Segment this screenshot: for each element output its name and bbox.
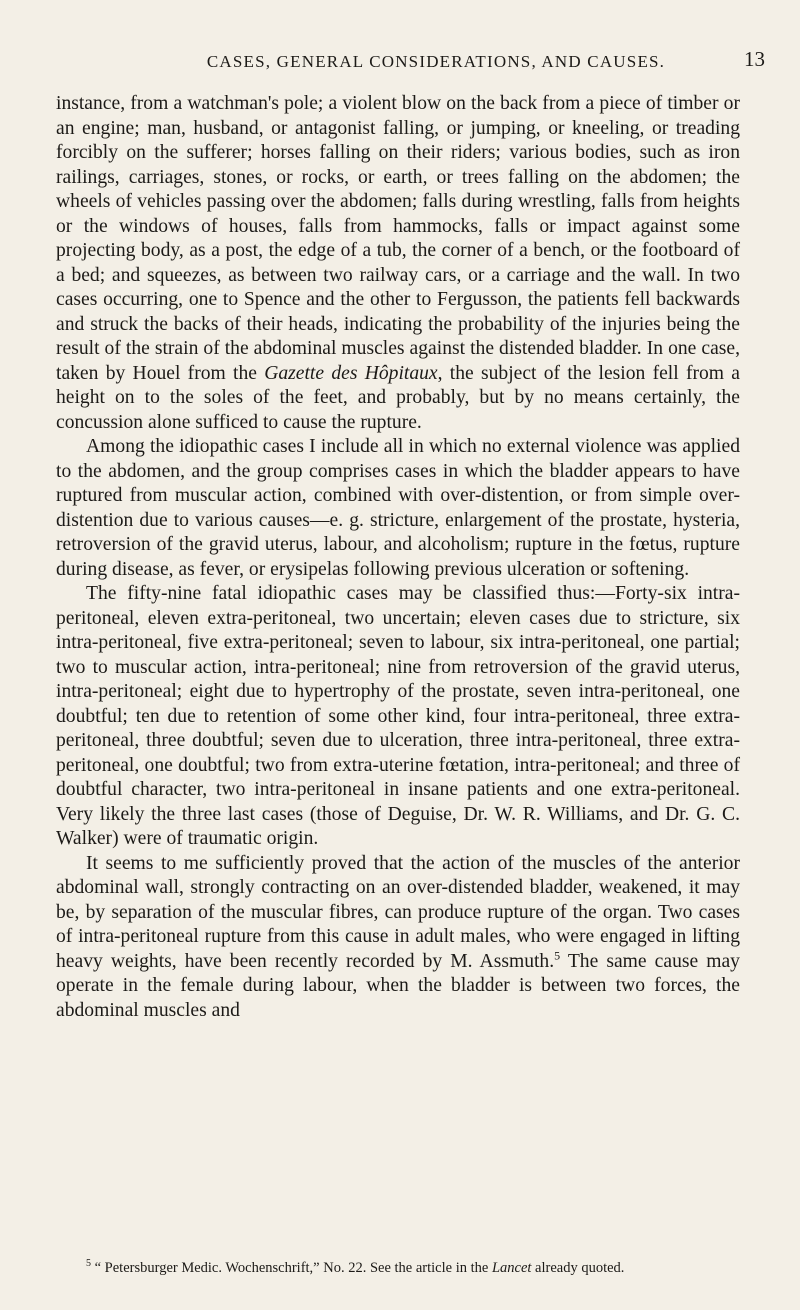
paragraph-3: The fifty-nine fatal idiopathic cases may be classified thus:—Forty-six intra-peritoneal, eleven extra-peritoneal, two uncertain; eleven cases due to stricture, six intra-peritoneal, five extra-peritoneal; seven to labour, six intra-peritoneal, one partial; two to muscular action, intra-peritoneal; nine from retroversion of the gravid uterus, intra-peritoneal; eight due to hypertrophy of the prostate, seven intra-peritoneal, one doubtful; ten due to retention of some other kind, four intra-peritoneal, three extra-peritoneal, three doubtful; seven due to ulceration, three intra-peritoneal, three extra-peritoneal, one doubtful; two from extra-uterine fœtation, intra-peritoneal; and three of doubtful character, two intra-peritoneal in insane patients and one extra-peritoneal. Very likely the three last cases (those of Deguise, Dr. W. R. Williams, and Dr. G. C. Walker) were of traumatic origin. xyxy=(56,583,740,849)
paragraph-4-text-b: The same cause may operate in the female during labour, when the bladder is between two forces, the abdominal muscles and xyxy=(56,950,740,1021)
footnote-marker: 5 xyxy=(86,1258,91,1269)
footnote-reference: 5 xyxy=(554,947,561,962)
paragraph-1-text-a: instance, from a watchman's pole; a violent blow on the back from a piece of timber or an engine; man, husband, or antagonist falling, or jumping, or kneeling, or treading forcibly on the sufferer; horses falling on their riders; various bodies, such as iron railings, carriages, stones, or rocks, or earth, or trees falling on the abdomen; the wheels of vehicles passing over the abdomen; falls during wrestling, falls from heights or the windows of houses, falls from hammocks, falls or impact against some projecting body, as a post, the edge of a tub, the corner of a bench, or the footboard of a bed; and squeezes, as between two railway cars, or a carriage and the wall. In two cases occurring, one to Spence and the other to Fergusson, the patients fell backwards and struck the backs of their heads, indicating the probability of the injuries being the result of the strain of the abdominal muscles against the distended bladder. In one case, taken by Houel from the xyxy=(56,93,740,384)
footnote-text-b: already quoted. xyxy=(531,1259,625,1276)
paragraph-4-text-a: It seems to me sufficiently proved that the action of the muscles of the anterior abdominal wall, strongly contracting on an over-distended bladder, weakened, it may be, by separation of the muscular fibres, can produce rupture of the organ. Two cases of intra-peritoneal rupture from this cause in adult males, who were engaged in lifting heavy weights, have been recently recorded by M. Assmuth. xyxy=(56,852,740,972)
running-head: CASES, GENERAL CONSIDERATIONS, AND CAUSES. xyxy=(206,52,666,71)
journal-title-gazette: Gazette des Hôpitaux xyxy=(264,362,438,384)
paragraph-4 xyxy=(56,852,740,1024)
paragraph-2: Among the idiopathic cases I include all in which no external violence was applied to the abdomen, and the group comprises cases in which the bladder appears to have ruptured from muscular action, combined with over-distention, or from simple over-distention due to various causes—e. g. stricture, enlargement of the prostate, hysteria, retroversion of the gravid uterus, labour, and alcoholism; rupture in the fœtus, rupture during disease, as fever, or erysipelas following previous ulceration or softening. xyxy=(56,436,740,580)
paragraph-1-text-b: , the subject of the lesion fell from a height on to the soles of the feet, and probably, but by no means certainly, the concussion alone sufficed to cause the rupture. xyxy=(56,362,740,433)
body-text xyxy=(56,92,740,1023)
journal-title-lancet: Lancet xyxy=(491,1259,532,1276)
paragraph-1 xyxy=(56,92,740,435)
footnote-text-a: “ Petersburger Medic. Wochenschrift,” No. 22. See the article in the xyxy=(91,1259,492,1276)
page-number: 13 xyxy=(744,47,765,71)
footnote xyxy=(56,1254,740,1278)
